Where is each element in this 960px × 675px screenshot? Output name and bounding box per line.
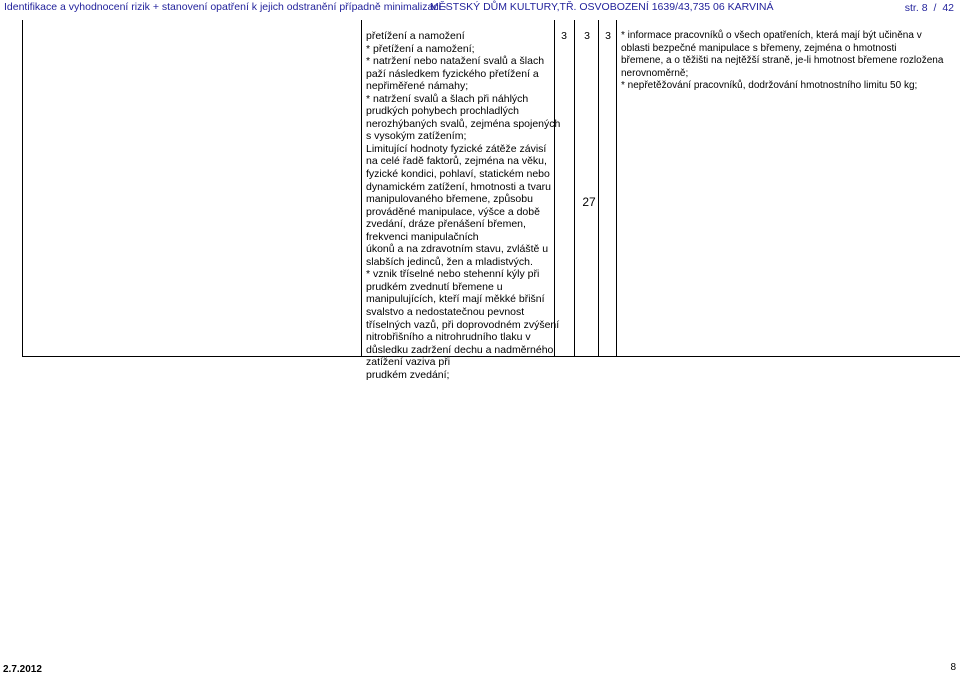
hazard-line: prudkých pohybech prochladlých: [366, 105, 519, 118]
measure-line: * nepřetěžování pracovníků, dodržování hmotnostního limitu 50 kg;: [621, 80, 918, 92]
hazard-line: fyzické kondici, pohlaví, statickém nebo: [366, 168, 550, 181]
hazard-line: * přetížení a namožení;: [366, 42, 475, 55]
hazard-line: s vysokým zatížením;: [366, 130, 467, 143]
hazard-line: na celé řadě faktorů, zejména na věku,: [366, 155, 547, 168]
hazard-line: nitrobřišního a nitrohrudního tlaku v: [366, 331, 531, 344]
hazard-line: prováděné manipulace, výšce a době: [366, 205, 540, 218]
hazard-line: zvedání, dráze přenášení břemen,: [366, 218, 526, 231]
hazard-line: slabších jedinců, žen a mladistvých.: [366, 255, 533, 268]
hazard-line: prudkém zvednutí břemene u: [366, 280, 503, 293]
footer-page-number: 8: [950, 662, 956, 673]
hazard-line: manipulujících, kteří mají měkké břišní: [366, 293, 545, 306]
hazard-line: nerozhýbaných svalů, zejména spojených: [366, 117, 561, 130]
hazard-line: * natržení nebo natažení svalů a šlach: [366, 55, 545, 68]
score-detection: 3: [605, 30, 611, 42]
column-divider: [598, 20, 599, 356]
hazard-line: přetížení a namožení: [366, 30, 465, 42]
score-consequence: 3: [584, 30, 590, 42]
risk-value: 27: [582, 195, 596, 209]
hazard-line: prudkém zvedání;: [366, 368, 450, 381]
page-label: str.: [904, 2, 919, 14]
page-header: [0, 0, 960, 14]
hazard-line: * vznik tříselné nebo stehenní kýly při: [366, 268, 540, 281]
hazard-line: paží následkem fyzického přetížení a: [366, 67, 539, 80]
column-divider: [361, 20, 362, 356]
measure-line: nerovnoměrně;: [621, 67, 689, 79]
column-divider: [574, 20, 575, 356]
page-indicator: [905, 2, 954, 14]
score-probability: 3: [561, 30, 567, 42]
hazard-line: Limitující hodnoty fyzické zátěže závisí: [366, 142, 547, 155]
column-divider: [616, 20, 617, 356]
hazard-line: tříselných vazů, při doprovodném zvýšení: [366, 318, 560, 331]
page-current: 8: [921, 2, 928, 14]
page-separator: /: [933, 2, 937, 14]
hazard-line: * natržení svalů a šlach při náhlých: [366, 92, 529, 105]
hazard-line: svalstvo a nedostatečnou pevnost: [366, 306, 525, 319]
hazard-line: dynamickém zatížení, hmotnosti a tvaru: [366, 180, 551, 193]
hazard-line: manipulovaného břemene, způsobu: [366, 193, 533, 206]
measure-line: * informace pracovníků o všech opatřeních, která mají být učiněna v: [621, 30, 922, 41]
measure-line: oblasti bezpečné manipulace s břemeny, zejména o hmotnosti: [621, 42, 897, 54]
footer-date: 2.7.2012: [3, 664, 42, 675]
document-title: Identifikace a vyhodnocení rizik + stanovení opatření k jejich odstranění případně minimalizaci -: [4, 1, 448, 13]
hazard-line: nepřiměřené námahy;: [366, 80, 469, 93]
hazard-line: důsledku zadržení dechu a nadměrného: [366, 343, 554, 356]
page-total: 42: [942, 2, 954, 14]
measure-line: břemene, a o těžišti na nejtěžší straně, je-li hmotnost břemene rozložena: [621, 55, 944, 67]
hazard-description: [366, 30, 561, 381]
safety-measures: [621, 30, 951, 93]
building-name: MĚSTSKÝ DŮM KULTURY,TŘ. OSVOBOZENÍ 1639/43,735 06 KARVINÁ: [430, 1, 774, 13]
hazard-line: úkonů a na zdravotním stavu, zvláště u: [366, 243, 549, 256]
hazard-line: zatížení vaziva při: [366, 356, 451, 369]
hazard-line: frekvenci manipulačních: [366, 230, 479, 243]
